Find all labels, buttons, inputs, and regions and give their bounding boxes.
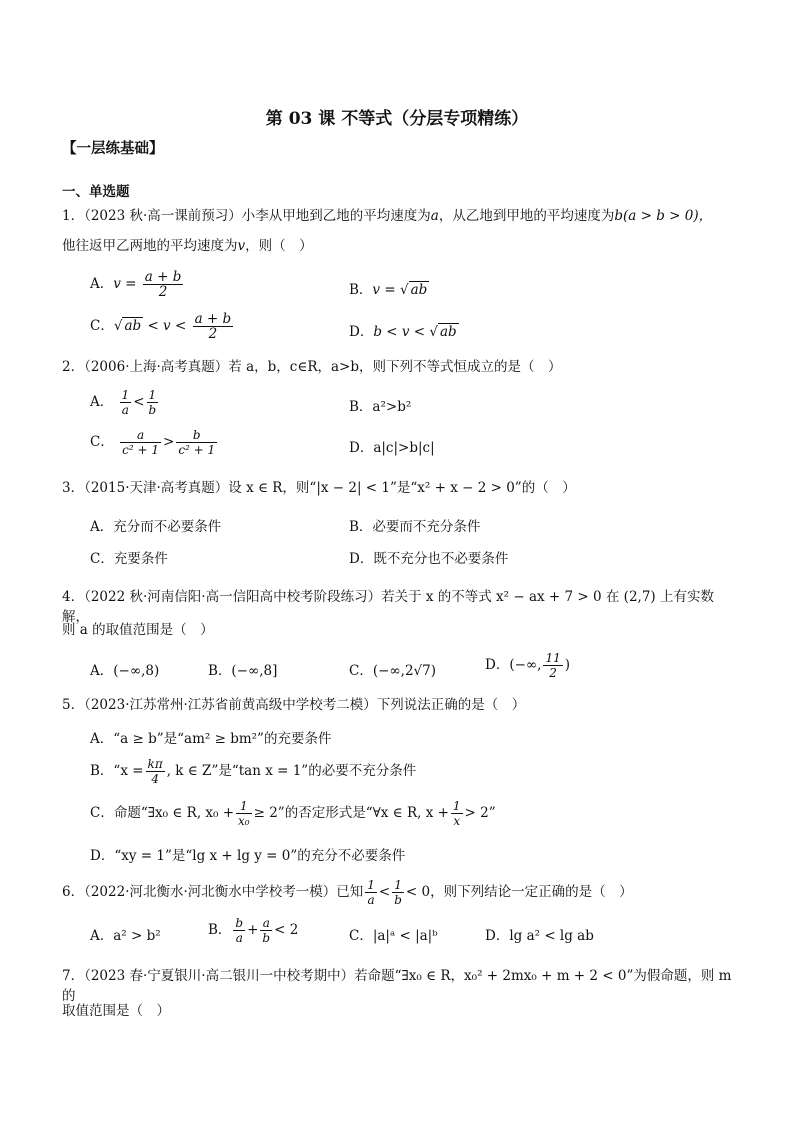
question-4: 4．（2022 秋·河南信阳·高一信阳高中校考阶段练习）若关于 x 的不等式 x² − ax + 7 > 0 在 (2,7) 上有实数解，: [62, 589, 714, 625]
q2-option-c[interactable]: C． $\frac{a}{\text{c² + 1}}$ > $\frac{b}{\text{c² + 1}}$: [90, 428, 216, 457]
q3-option-b[interactable]: B．必要而不充分条件: [349, 519, 481, 535]
question-1-line2: 他往返甲乙两地的平均速度为v，则（ ）: [62, 238, 313, 254]
q3-option-c[interactable]: C．充要条件: [90, 551, 168, 567]
q6-option-b[interactable]: B． $\frac{b}{a}$ + $\frac{a}{b}$ < 2: [208, 916, 299, 945]
question-5: 5．（2023·江苏常州·江苏省前黄高级中学校考二模）下列说法正确的是（ ）: [62, 697, 526, 713]
q3-option-d[interactable]: D．既不充分也不必要条件: [349, 551, 509, 567]
q4-option-b[interactable]: B．(−∞,8]: [208, 663, 278, 679]
question-7-line2: 取值范围是（ ）: [62, 1003, 170, 1019]
q4-option-c[interactable]: C．(−∞,2√7): [349, 663, 436, 679]
q4-option-a[interactable]: A．(−∞,8): [90, 663, 160, 679]
q5-option-d[interactable]: D．“xy = 1”是“lg x + lg y = 0”的充分不必要条件: [90, 848, 406, 864]
q5-option-c[interactable]: C．命题“∃x₀ ∈ R, x₀ + $\frac{1}{\text{x₀}}$ ≥ 2”的否定形式是“∀x ∈ R, x + $\frac{1}{x}$ > 2”: [90, 799, 496, 828]
level-heading: 【一层练基础】: [62, 140, 164, 157]
q5-option-b[interactable]: B．“x = $\frac{k\pi}{4}$ , k ∈ Z”是“tan x = 1”的必要不充分条件: [90, 757, 417, 786]
q1-option-a[interactable]: A．v = $\frac{a + b}{2}$: [90, 269, 182, 300]
q2-option-a[interactable]: A． $\frac{1}{a}$ < $\frac{1}{b}$: [90, 388, 157, 417]
q6-option-d[interactable]: D．lg a² < lg ab: [485, 928, 594, 944]
q2-option-d[interactable]: D．a|c|>b|c|: [349, 440, 435, 456]
q2-option-b[interactable]: B．a²>b²: [349, 399, 412, 415]
section-heading: 一、单选题: [62, 184, 130, 200]
question-6: 6．（2022·河北衡水·河北衡水中学校考一模）已知 $\frac{1}{a}$ < $\frac{1}{b}$ < 0，则下列结论一定正确的是（ ）: [62, 878, 633, 907]
q5-option-a[interactable]: A．“a ≥ b”是“am² ≥ bm²”的充要条件: [90, 731, 332, 747]
question-1: 1．（2023 秋·高一课前预习）小李从甲地到乙地的平均速度为a，从乙地到甲地的平均速度为b(a > b > 0)，: [62, 208, 713, 224]
question-4-line2: 则 a 的取值范围是（ ）: [62, 622, 214, 638]
q4-option-d[interactable]: D．(−∞, $\frac{11}{2}$ ): [485, 651, 571, 680]
q1-option-d[interactable]: D．b < v < √ ab: [349, 324, 457, 340]
question-7: 7．（2023 春·宁夏银川·高二银川一中校考期中）若命题“∃x₀ ∈ R，x₀² + 2mx₀ + m + 2 < 0”为假命题，则 m 的: [62, 968, 732, 1004]
q6-option-a[interactable]: A．a² > b²: [90, 928, 161, 944]
q1-option-c[interactable]: C．√ ab < v < $\frac{a + b}{2}$: [90, 311, 232, 342]
q1-option-b[interactable]: B．v = √ ab: [349, 282, 428, 298]
question-3: 3．（2015·天津·高考真题）设 x ∈ R，则“|x − 2| < 1”是“x² + x − 2 > 0”的（ ）: [62, 480, 576, 496]
question-2: 2．（2006·上海·高考真题）若 a，b，c∈R，a>b，则下列不等式恒成立的是（ ）: [62, 359, 562, 375]
q6-option-c[interactable]: C．|a|ᵃ < |a|ᵇ: [349, 928, 438, 944]
q3-option-a[interactable]: A．充分而不必要条件: [90, 519, 222, 535]
page-title: 第 03 课 不等式（分层专项精练）: [265, 109, 529, 129]
